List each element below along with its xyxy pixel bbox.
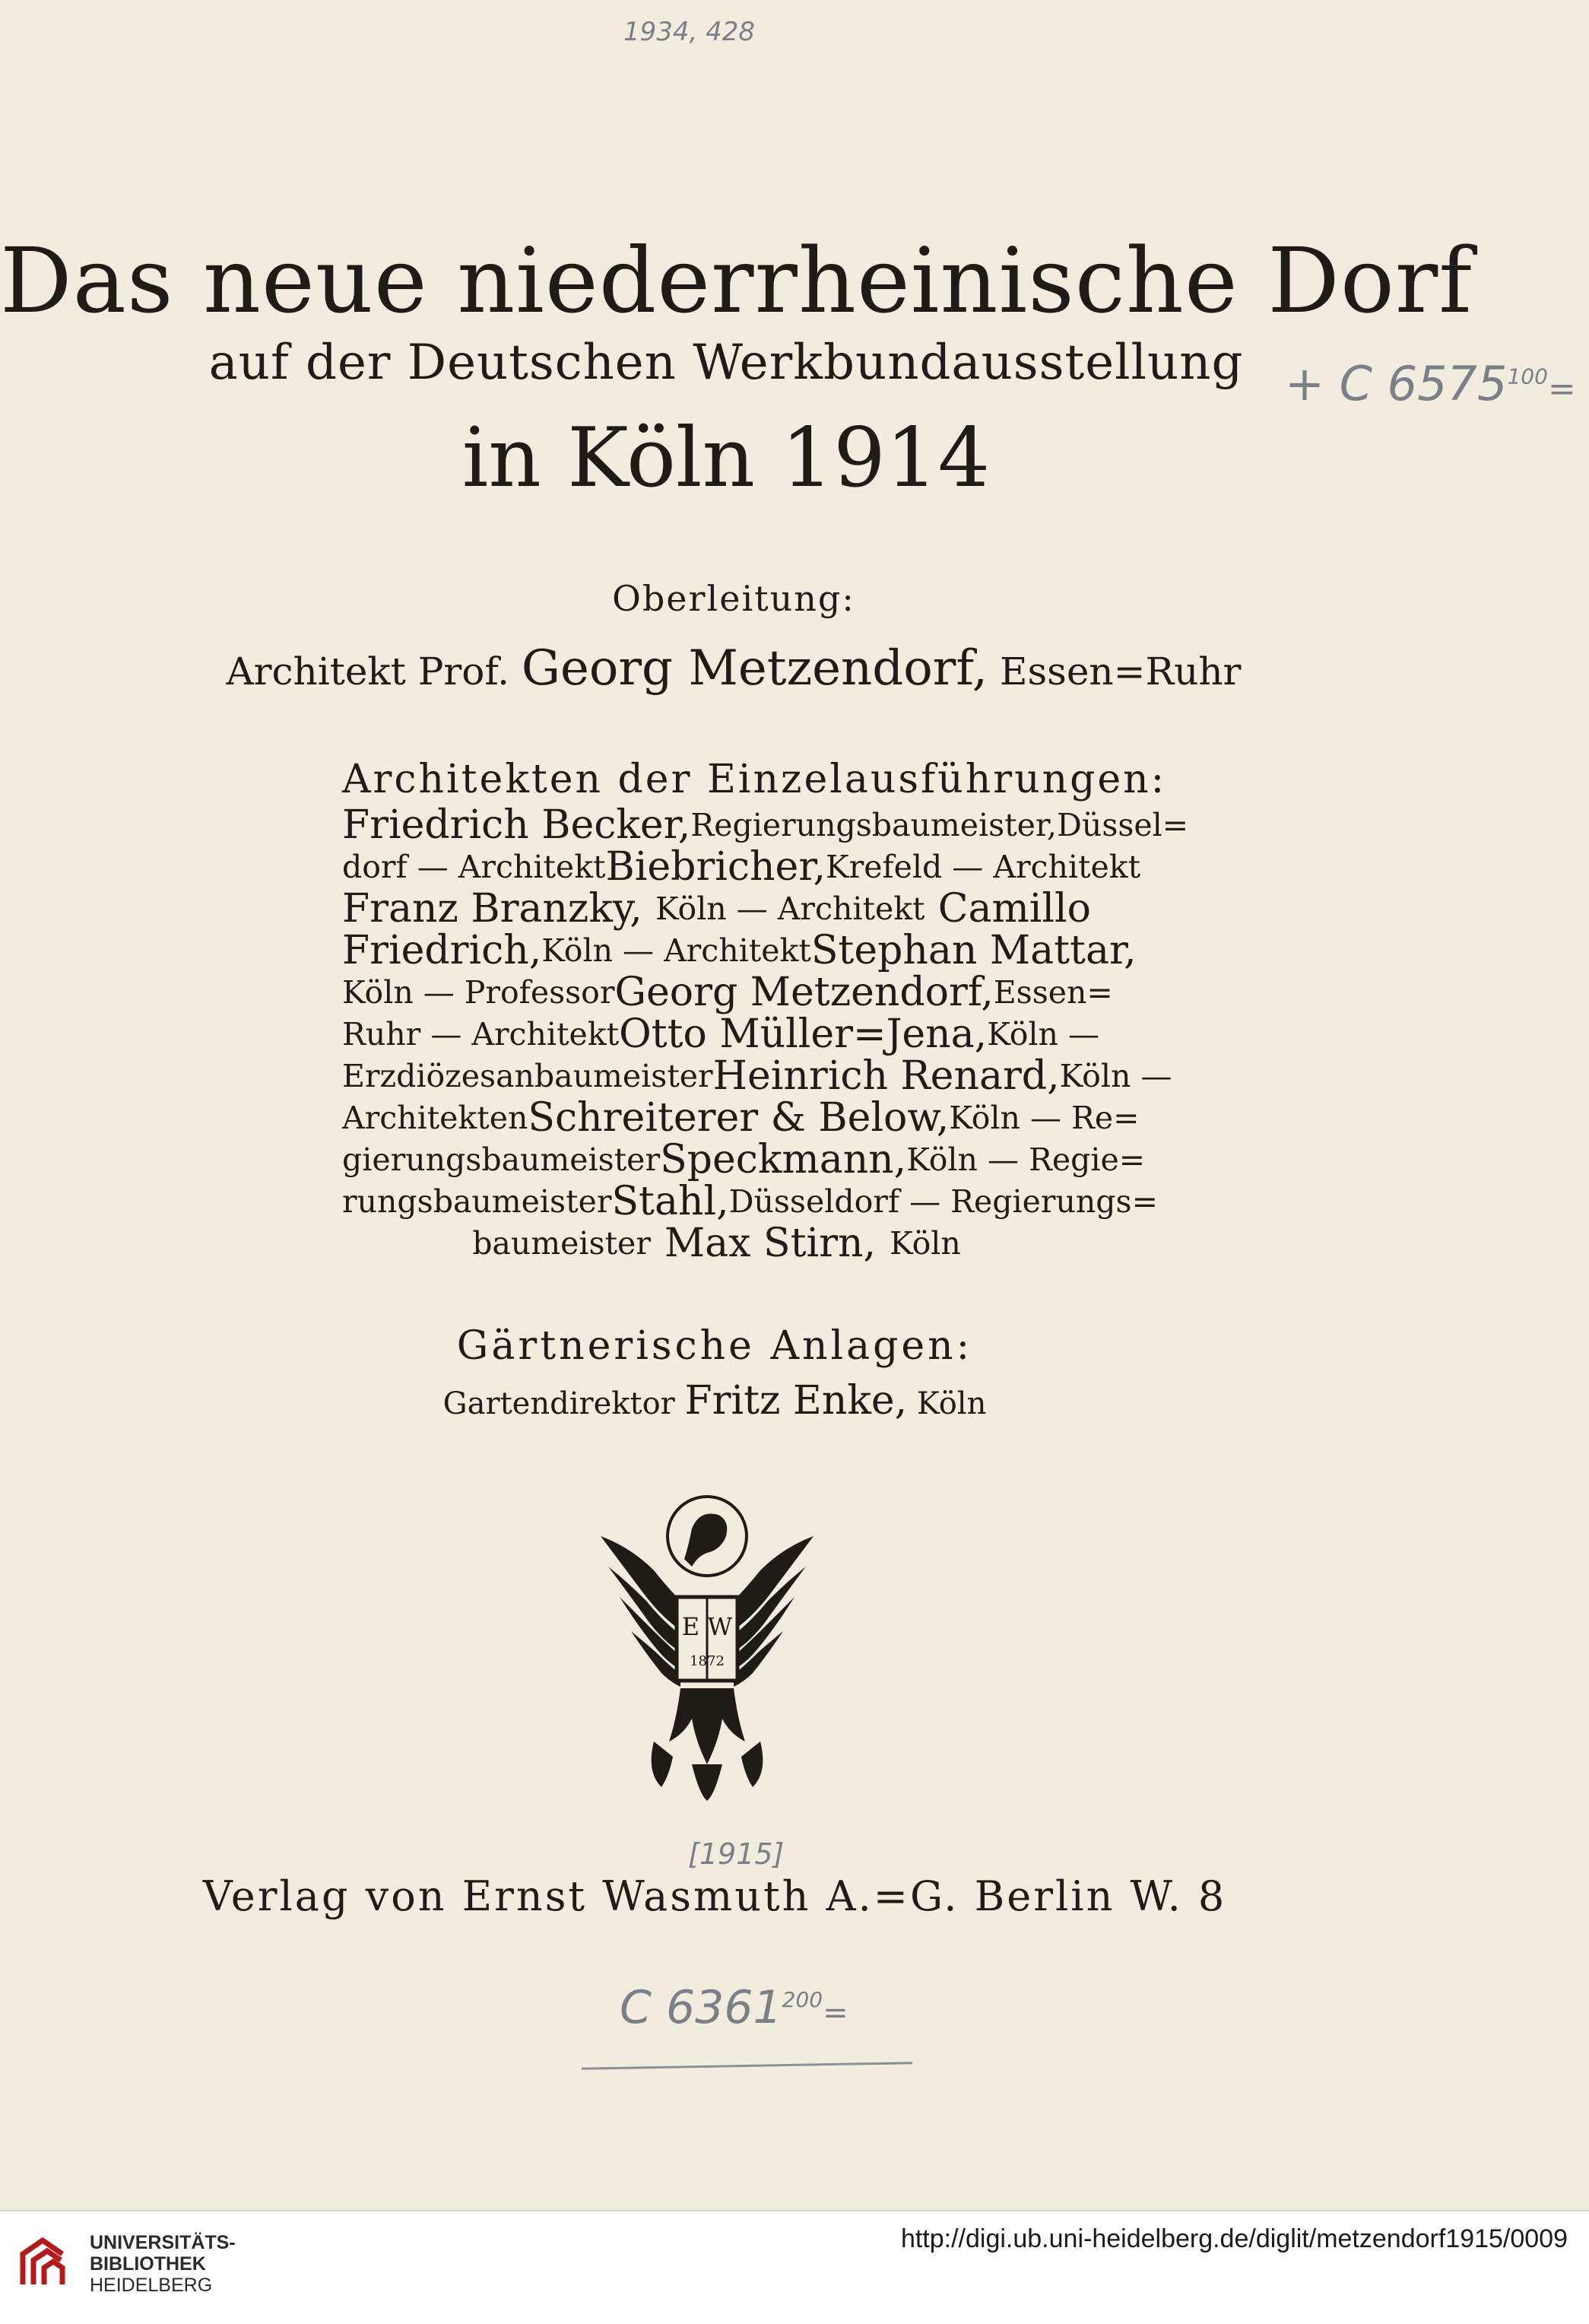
publisher-line: Verlag von Ernst Wasmuth A.=G. Berlin W. 8 <box>202 1872 1227 1920</box>
handwritten-note-right-sup: 100 <box>1507 364 1548 389</box>
architects-line-part: Biebricher, <box>605 844 826 890</box>
architects-line-part: Camillo <box>937 886 1091 932</box>
handwritten-note-right-text: + C 6575 <box>1285 356 1508 411</box>
title-line-3: in Köln 1914 <box>461 411 991 506</box>
garden-prefix: Gartendirektor <box>442 1386 675 1421</box>
architects-line-part: Speckmann, <box>660 1137 907 1183</box>
architects-list <box>342 802 1189 1266</box>
handwritten-note-bottom <box>620 1981 848 2034</box>
handwritten-shelfmark-top: 1934, 428 <box>623 17 756 47</box>
logo-line-3: HEIDELBERG <box>90 2275 213 2296</box>
garden-name: Fritz Enke, <box>684 1378 908 1424</box>
architects-line <box>342 802 1189 848</box>
architects-line <box>342 1095 1140 1141</box>
title-line-2: auf der Deutschen Werkbundausstellung <box>208 335 1244 391</box>
source-url-link[interactable]: http://digi.ub.uni-heidelberg.de/diglit/metzendorf1915/0009 <box>900 2224 1568 2253</box>
architects-line <box>342 1179 1158 1224</box>
architects-line-part: rungsbaumeister <box>342 1183 612 1220</box>
garden-line <box>0 1378 1429 1424</box>
library-logo-icon <box>17 2234 70 2291</box>
library-logo-text <box>90 2232 236 2296</box>
architects-line-part: Köln — Re= <box>949 1100 1140 1136</box>
pencil-underline <box>582 2062 912 2070</box>
oberleitung-prefix: Architekt Prof. <box>226 649 509 694</box>
architects-line-part: Düssel= <box>1057 807 1189 843</box>
architects-line-part: Georg Metzendorf, <box>614 970 994 1015</box>
handwritten-note-bottom-eq: = <box>823 1995 848 2030</box>
architects-line-part: Köln — <box>1059 1058 1172 1094</box>
architects-line-part: Köln — Regie= <box>906 1141 1146 1178</box>
architects-line <box>342 1011 1099 1057</box>
architects-line-part: Otto Müller=Jena, <box>619 1011 988 1057</box>
architects-line-part: Heinrich Renard, <box>712 1053 1060 1099</box>
architects-line <box>342 1223 1091 1265</box>
oberleitung-line <box>0 640 1467 697</box>
eagle-emblem-icon <box>578 1483 836 1802</box>
architects-line <box>342 888 1091 930</box>
emblem-letters: E W <box>681 1612 733 1641</box>
architects-line-part: Friedrich Becker, <box>342 802 691 848</box>
architects-line-part: Stephan Mattar, <box>810 928 1137 973</box>
handwritten-note-right <box>1285 356 1576 411</box>
architects-line-part: Krefeld — Architekt <box>825 849 1141 885</box>
handwritten-year: [1915] <box>688 1837 785 1871</box>
architects-line-part: baumeister <box>472 1225 651 1262</box>
logo-line-1: UNIVERSITÄTS- <box>90 2232 236 2253</box>
architects-line-part: Köln — Professor <box>342 974 615 1011</box>
garden-label: Gärtnerische Anlagen: <box>456 1323 973 1369</box>
architects-line-part: Köln — <box>987 1016 1099 1052</box>
architects-line-part: Ruhr — Architekt <box>342 1016 620 1052</box>
oberleitung-label: Oberleitung: <box>612 578 855 619</box>
handwritten-note-right-eq: = <box>1547 370 1576 408</box>
garden-place: Köln <box>916 1386 987 1421</box>
handwritten-note-bottom-sup: 200 <box>782 1987 823 2012</box>
architects-line-part: Stahl, <box>611 1179 729 1224</box>
emblem-year: 1872 <box>690 1653 725 1669</box>
architects-heading: Architekten der Einzelausführungen: <box>342 757 1167 802</box>
architects-line-part: Architekten <box>342 1100 528 1136</box>
handwritten-note-bottom-text: C 6361 <box>620 1981 782 2034</box>
architects-line-part: Schreiterer & Below, <box>528 1095 950 1141</box>
architects-line-part: Friedrich, <box>342 928 542 973</box>
architects-line-part: Franz Branzky, <box>342 886 642 932</box>
oberleitung-place: Essen=Ruhr <box>1000 649 1242 694</box>
title-line-1: Das neue niederrheinische Dorf <box>0 228 1473 333</box>
architects-line <box>342 844 1141 890</box>
architects-line-part: Düsseldorf — Regierungs= <box>728 1183 1158 1220</box>
architects-line <box>342 970 1113 1015</box>
architects-line-part: Köln — Architekt <box>541 932 811 969</box>
architects-line-part: Köln <box>890 1225 961 1262</box>
architects-line <box>342 928 1137 973</box>
architects-line-part: dorf — Architekt <box>342 849 606 885</box>
architects-line <box>342 1137 1146 1183</box>
architects-line-part: Max Stirn, <box>664 1221 877 1266</box>
architects-line-part: Essen= <box>993 974 1113 1011</box>
architects-line-part: Köln — Architekt <box>655 891 925 927</box>
oberleitung-name: Georg Metzendorf, <box>521 640 988 697</box>
architects-line-part: Regierungsbaumeister, <box>690 807 1058 843</box>
architects-line-part: gierungsbaumeister <box>342 1141 661 1178</box>
logo-line-2: BIBLIOTHEK <box>90 2253 206 2275</box>
architects-line <box>342 1053 1172 1099</box>
architects-line-part: Erzdiözesanbaumeister <box>342 1058 713 1094</box>
